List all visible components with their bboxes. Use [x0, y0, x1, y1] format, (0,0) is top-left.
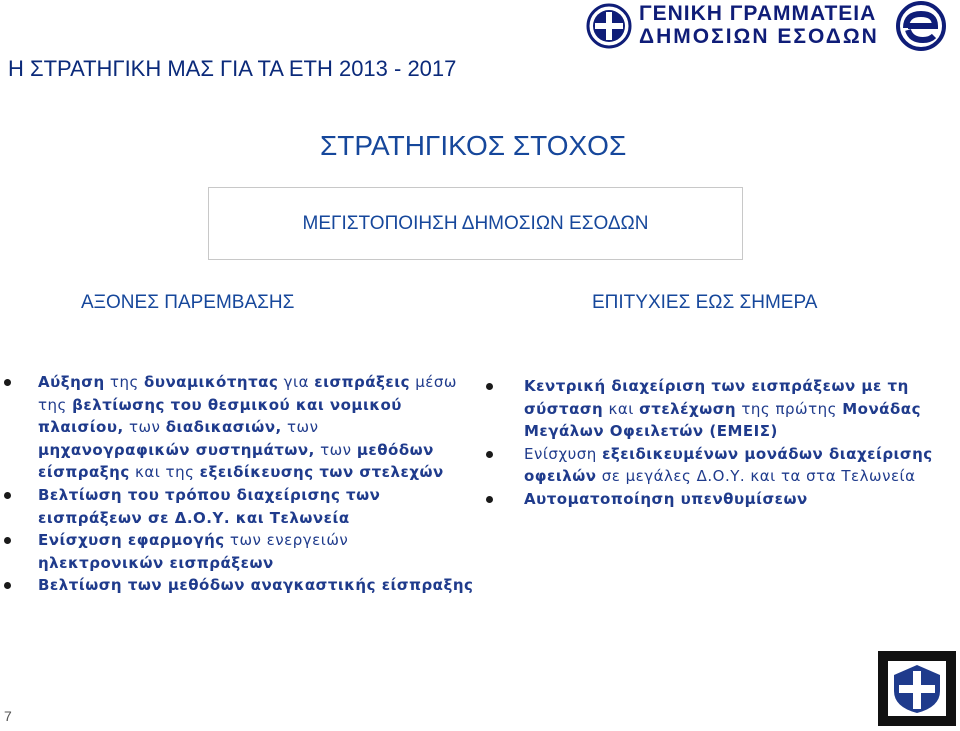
intervention-axis-item-text: διαδικασιών, — [165, 418, 282, 437]
intervention-axes-heading: ΑΞΟΝΕΣ ΠΑΡΕΜΒΑΣΗΣ — [81, 292, 295, 313]
achievement-item — [486, 375, 956, 443]
strategic-goal-box — [208, 187, 743, 260]
intervention-axis-item-text: Βελτίωση του τρόπου διαχείρισης των εισπράξεων σε Δ.Ο.Υ. και Τελωνεία — [38, 485, 381, 527]
intervention-axis-item-text: των — [123, 418, 166, 437]
intervention-axis-item-text: δυναμικότητας — [144, 373, 279, 391]
intervention-axis-item-text: μεθόδων είσπραξης — [38, 440, 434, 482]
intervention-axis-item-text: Βελτίωση των μεθόδων αναγκαστικής είσπραξης — [38, 576, 474, 595]
gsis-logo — [584, 0, 954, 52]
intervention-axis-item-text: Ενίσχυση εφαρμογής — [38, 531, 225, 550]
intervention-axis-item — [4, 371, 474, 484]
achievement-item-text: σε μεγάλες Δ.Ο.Υ. και τα στα Τελωνεία — [596, 467, 916, 486]
intervention-axes-list — [4, 371, 474, 597]
achievement-item — [486, 443, 956, 488]
achievement-item-text: Ενίσχυση — [524, 444, 603, 463]
intervention-axis-item-text: εισπράξεις — [314, 373, 410, 391]
page-title: Η ΣΤΡΑΤΗΓΙΚΗ ΜΑΣ ΓΙΑ ΤΑ ΕΤΗ 2013 - 2017 — [8, 56, 457, 81]
intervention-axis-item — [4, 574, 474, 597]
logo-line-1: ΓΕΝΙΚΗ ΓΡΑΜΜΑΤΕΙΑ — [639, 2, 877, 25]
intervention-axis-item — [4, 484, 474, 529]
intervention-axis-item-text: ηλεκτρονικών εισπράξεων — [38, 553, 274, 572]
strategic-goal-text: ΜΕΓΙΣΤΟΠΟΙΗΣΗ ΔΗΜΟΣΙΩΝ ΕΣΟΔΩΝ — [302, 212, 649, 234]
intervention-axis-item-text: βελτίωσης του θεσμικού και νομικού πλαισίου, — [38, 395, 402, 437]
intervention-axis-item-text: των — [281, 418, 319, 437]
intervention-axis-item-text: εξειδίκευσης των στελεχών — [199, 463, 444, 482]
achievements-heading: ΕΠΙΤΥΧΙΕΣ ΕΩΣ ΣΗΜΕΡΑ — [592, 292, 818, 313]
achievement-item-text: της πρώτης — [736, 399, 843, 418]
achievement-item-text: Μονάδας Μεγάλων Οφειλετών (ΕΜΕΙΣ) — [524, 399, 921, 441]
achievement-item-text: Αυτοματοποίηση υπενθυμίσεων — [524, 489, 808, 508]
intervention-axis-item-text: των ενεργειών — [224, 531, 349, 550]
intervention-axis-item — [4, 529, 474, 574]
achievement-item-text: εξειδικευμένων μονάδων διαχείρισης οφειλών — [524, 444, 933, 486]
intervention-axis-item-text: για — [278, 373, 315, 391]
achievement-item-text: στελέχωση — [639, 399, 737, 418]
page-number: 7 — [4, 708, 12, 724]
greek-cross-emblem-icon — [586, 3, 632, 49]
achievements-list — [486, 375, 956, 511]
intervention-axis-item-text: μηχανογραφικών συστημάτων, — [38, 440, 315, 459]
greek-cross-icon — [888, 661, 946, 716]
intervention-axis-item-text: των — [314, 440, 357, 459]
intervention-axis-item-text: της — [104, 373, 145, 391]
intervention-axis-item-text: μέσω της — [38, 373, 457, 414]
achievement-item — [486, 488, 956, 511]
strategic-goal-title: ΣΤΡΑΤΗΓΙΚΟΣ ΣΤΟΧΟΣ — [320, 130, 627, 161]
e-logo-icon — [890, 1, 952, 51]
intervention-axis-item-text: και της — [129, 463, 200, 482]
intervention-axis-item-text: Αύξηση — [38, 373, 105, 391]
logo-line-2: ΔΗΜΟΣΙΩΝ ΕΣΟΔΩΝ — [639, 25, 879, 48]
achievement-item-text: Κεντρική διαχείριση των εισπράξεων με τη σύσταση — [524, 377, 909, 418]
achievement-item-text: και — [603, 399, 640, 418]
greek-flag-emblem — [878, 651, 956, 726]
